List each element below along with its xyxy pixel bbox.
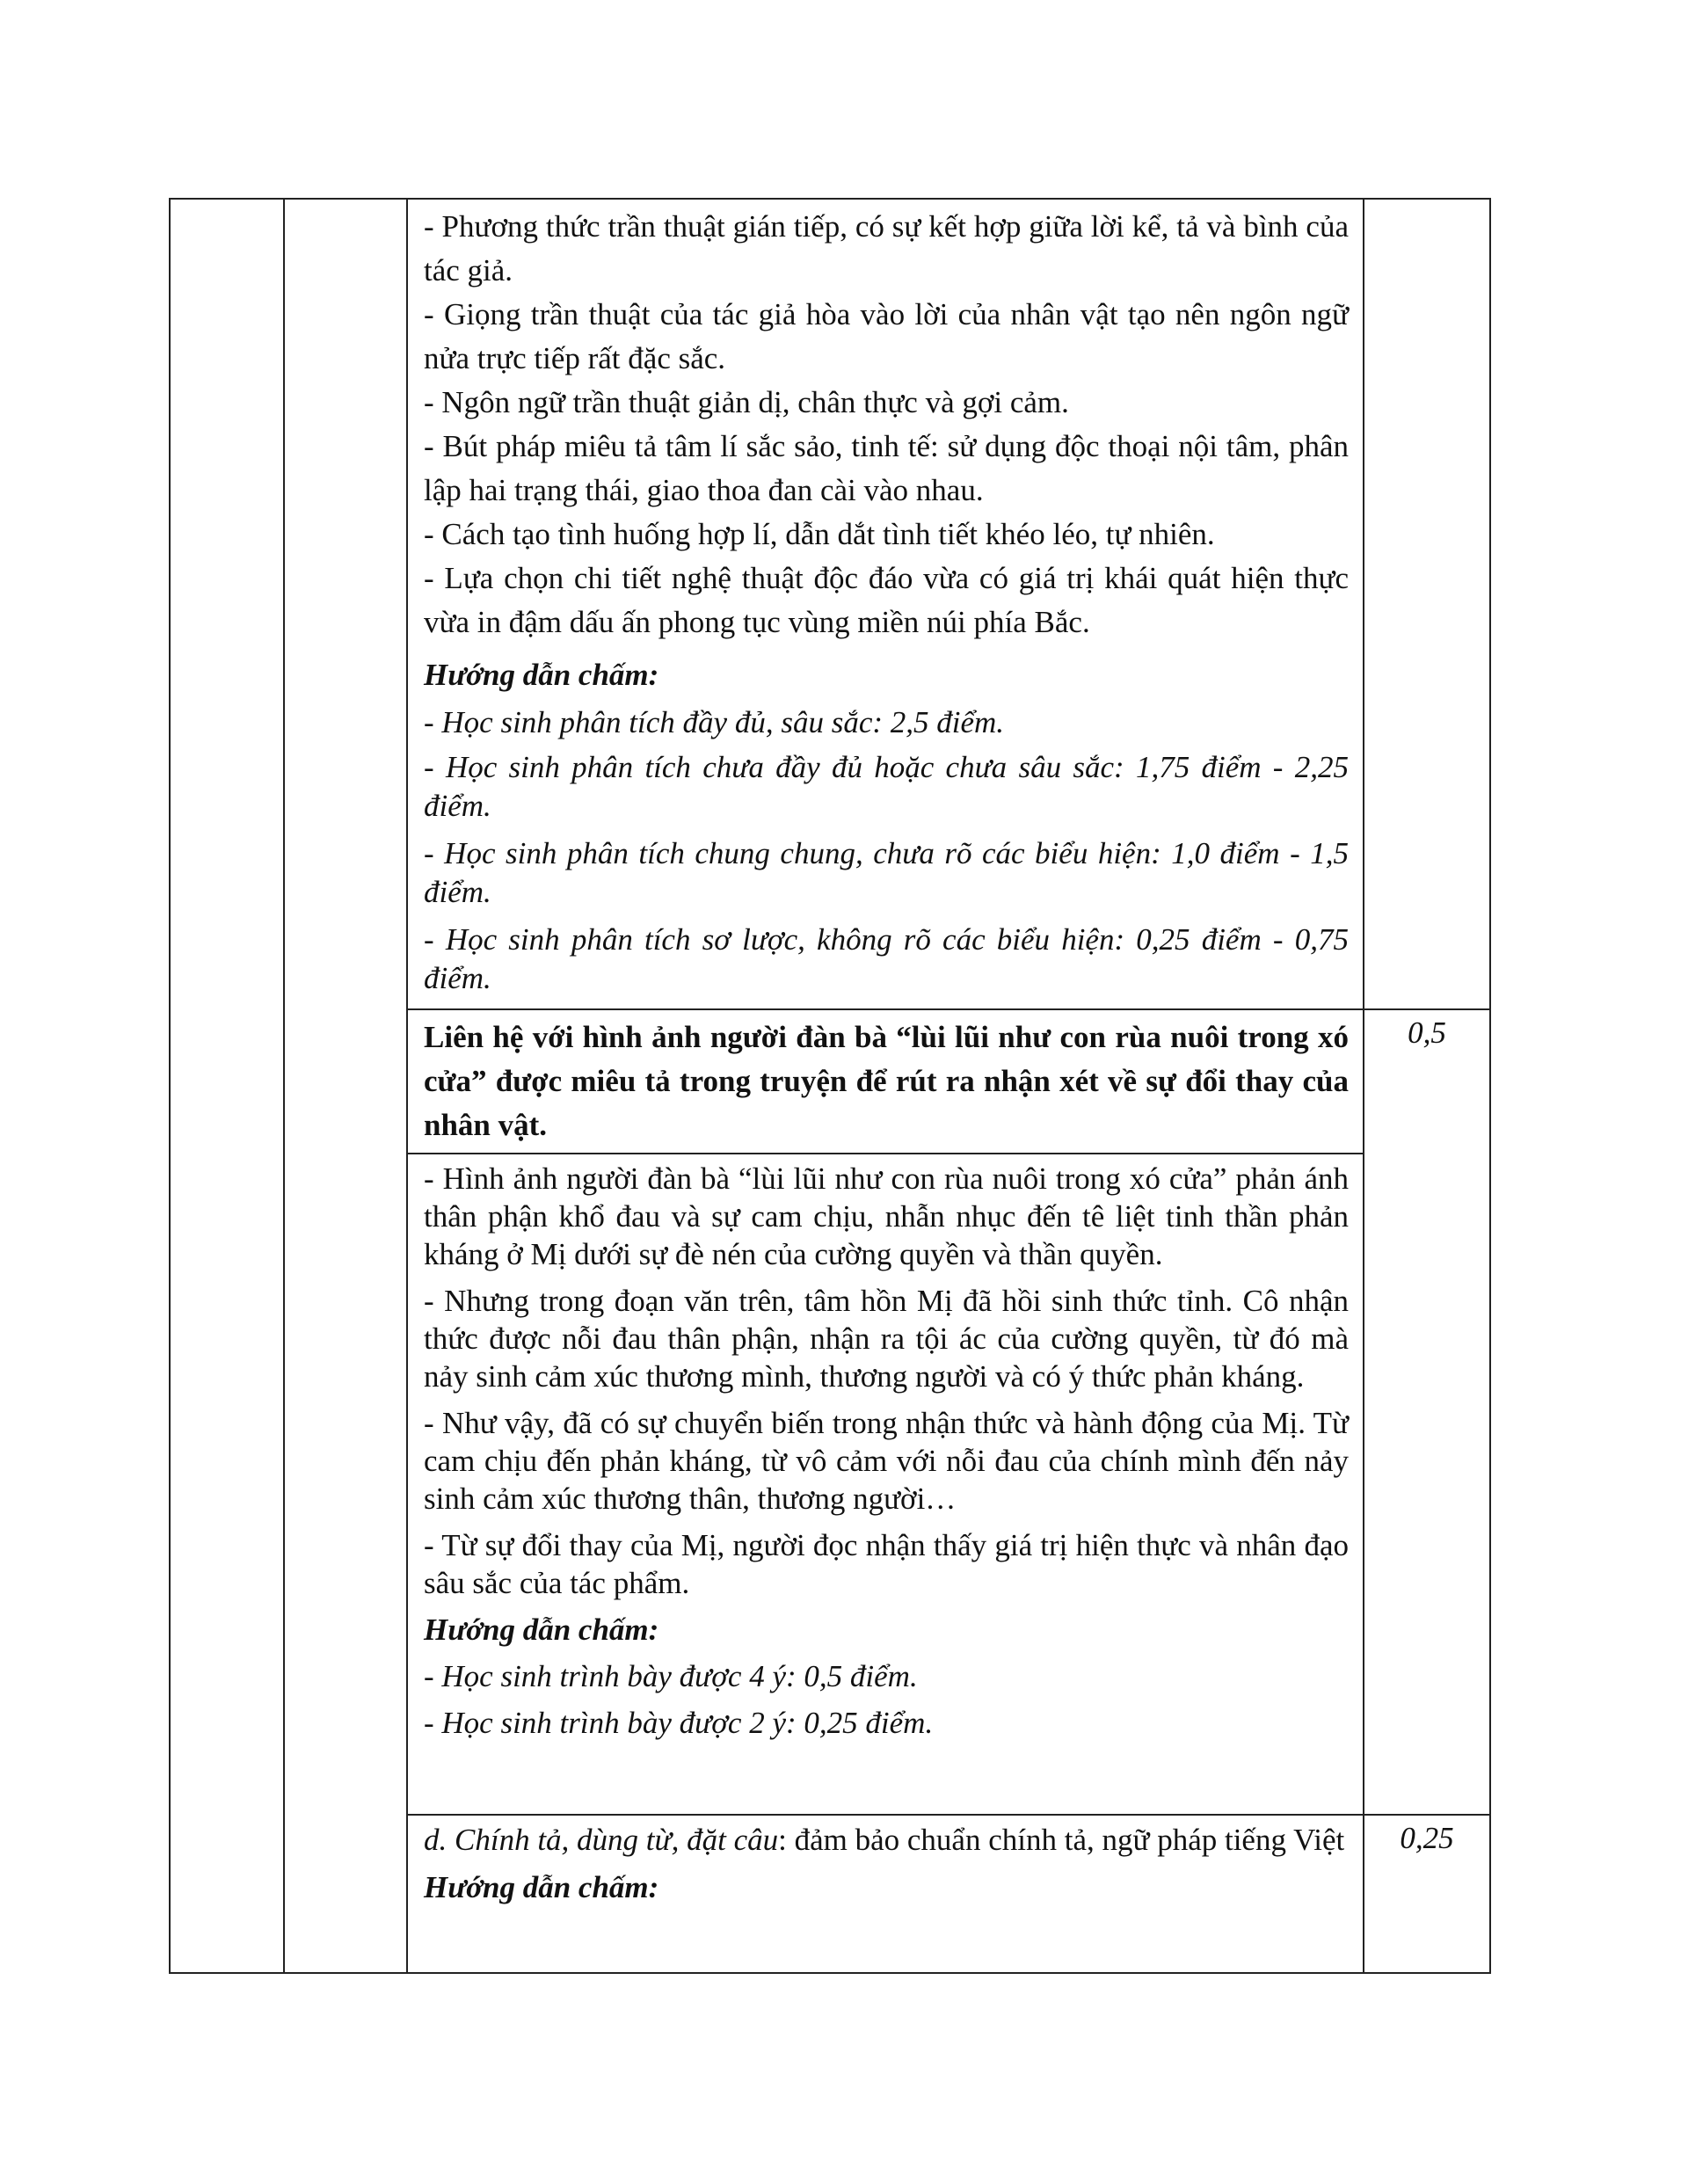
- grading-guide-title: Hướng dẫn chấm:: [424, 1613, 659, 1647]
- grading-guide-title: Hướng dẫn chấm:: [424, 658, 659, 692]
- list-item: - Phương thức trần thuật gián tiếp, có sự kết hợp giữa lời kể, tả và bình của tác giả.: [424, 209, 1349, 288]
- criterion-label: d. Chính tả, dùng từ, đặt câu: [424, 1823, 779, 1857]
- list-item: - Từ sự đổi thay của Mị, người đọc nhận thấy giá trị hiện thực và nhân đạo sâu sắc của tác phẩm.: [424, 1528, 1349, 1600]
- score-cell: [1364, 1009, 1490, 1815]
- list-item: - Như vậy, đã có sự chuyển biến trong nhận thức và hành động của Mị. Từ cam chịu đến phản kháng, từ vô cảm với nỗi đau của chính mình đến nảy sinh cảm xúc thương thân, thương người…: [424, 1406, 1349, 1516]
- grading-guide-item: - Học sinh phân tích chung chung, chưa rõ các biểu hiện: 1,0 điểm - 1,5 điểm.: [424, 836, 1349, 909]
- score-value: 0,5: [1408, 1016, 1446, 1050]
- table-row: [170, 199, 1490, 1009]
- grading-guide-item: - Học sinh phân tích chưa đầy đủ hoặc chưa sâu sắc: 1,75 điểm - 2,25 điểm.: [424, 750, 1349, 823]
- content-cell-art-analysis: [407, 199, 1364, 1009]
- criterion-text: : đảm bảo chuẩn chính tả, ngữ pháp tiếng Việt: [778, 1823, 1345, 1857]
- list-item: - Hình ảnh người đàn bà “lùi lũi như con rùa nuôi trong xó cửa” phản ánh thân phận khổ đau và sự cam chịu, nhẫn nhục đến tê liệt tinh thần phản kháng ở Mị dưới sự đè nén của cường quyền và thần quyền.: [424, 1161, 1349, 1271]
- list-item: - Lựa chọn chi tiết nghệ thuật độc đáo vừa có giá trị khái quát hiện thực vừa in đậm dấu ấn phong tục vùng miền núi phía Bắc.: [424, 561, 1349, 639]
- content-cell-heading: [407, 1009, 1364, 1154]
- score-value: 0,25: [1400, 1821, 1454, 1855]
- question-column-cell: [170, 199, 284, 1973]
- list-item: - Bút pháp miêu tả tâm lí sắc sảo, tinh tế: sử dụng độc thoại nội tâm, phân lập hai trạng thái, giao thoa đan cài vào nhau.: [424, 429, 1349, 507]
- content-cell-spelling: [407, 1815, 1364, 1973]
- list-item: - Ngôn ngữ trần thuật giản dị, chân thực và gợi cảm.: [424, 385, 1069, 419]
- content-cell-comparison: [407, 1154, 1364, 1815]
- score-cell-empty: [1364, 199, 1490, 1009]
- list-item: - Nhưng trong đoạn văn trên, tâm hồn Mị đã hồi sinh thức tỉnh. Cô nhận thức được nỗi đau thân phận, nhận ra tội ác của cường quyền, từ đó mà nảy sinh cảm xúc thương mình, thương người và có ý thức phản kháng.: [424, 1284, 1349, 1394]
- score-cell: [1364, 1815, 1490, 1973]
- grading-guide-item: - Học sinh phân tích sơ lược, không rõ các biểu hiện: 0,25 điểm - 0,75 điểm.: [424, 922, 1349, 995]
- sub-question-column-cell: [284, 199, 407, 1973]
- grading-guide-item: - Học sinh trình bày được 2 ý: 0,25 điểm.: [424, 1706, 934, 1740]
- section-heading: Liên hệ với hình ảnh người đàn bà “lùi lũi như con rùa nuôi trong xó cửa” được miêu tả trong truyện để rút ra nhận xét về sự đổi thay của nhân vật.: [424, 1020, 1349, 1142]
- grading-table: [169, 198, 1491, 1974]
- grading-guide-item: - Học sinh trình bày được 4 ý: 0,5 điểm.: [424, 1659, 918, 1693]
- grading-guide-item: - Học sinh phân tích đầy đủ, sâu sắc: 2,5 điểm.: [424, 705, 1005, 739]
- grading-guide-title: Hướng dẫn chấm:: [424, 1870, 659, 1904]
- list-item: - Giọng trần thuật của tác giả hòa vào lời của nhân vật tạo nên ngôn ngữ nửa trực tiếp rất đặc sắc.: [424, 297, 1349, 375]
- list-item: - Cách tạo tình huống hợp lí, dẫn dắt tình tiết khéo léo, tự nhiên.: [424, 517, 1215, 551]
